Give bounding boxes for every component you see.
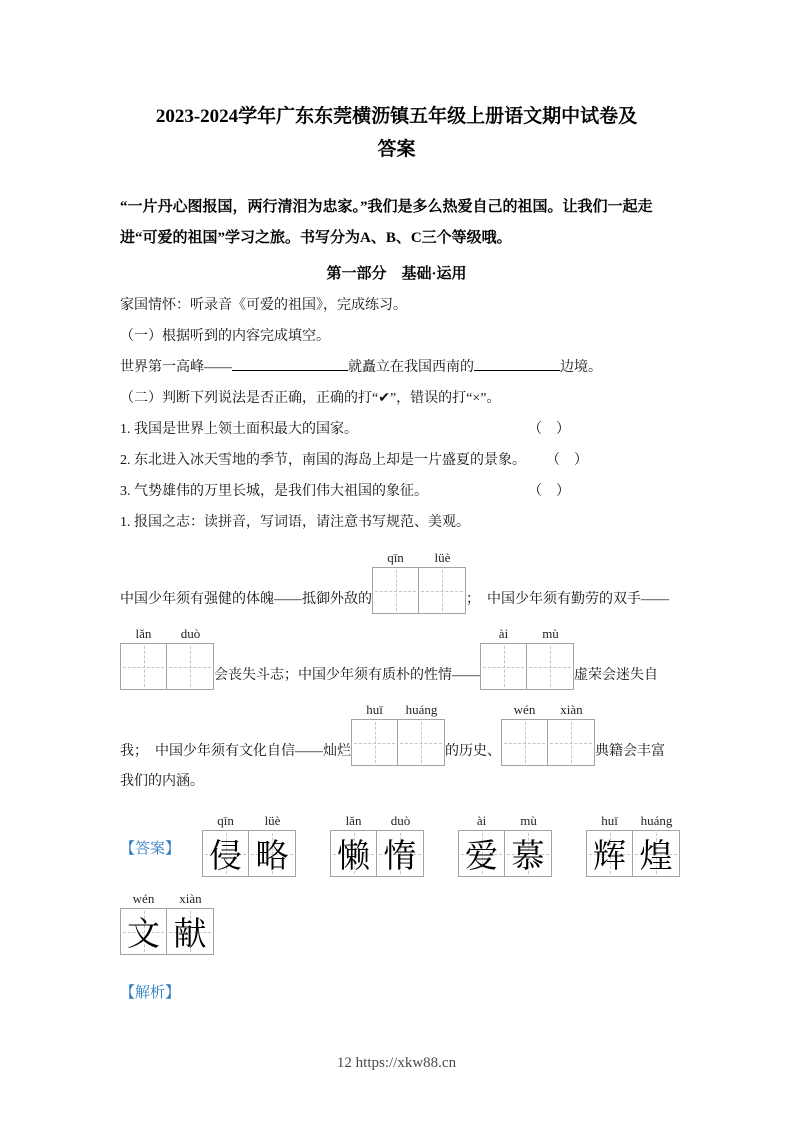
answer-character: 爱 <box>465 839 499 875</box>
pinyin-label: ài <box>498 626 509 641</box>
pinyin-label: mù <box>520 813 537 828</box>
blank-underline-1 <box>232 356 348 371</box>
writing-line-d: 我们的内涵。 <box>120 774 204 789</box>
pinyin-label: ài <box>476 813 487 828</box>
intro-paragraph: “一片丹心图报国，两行清泪为忠家。”我们是多么热爱自己的祖国。让我们一起走进“可爱的祖国”学习之旅。书写分为A、B、C三个等级哦。 <box>120 199 653 246</box>
tianzige-cell <box>330 830 377 877</box>
fill-mid-text: 就矗立在我国西南的 <box>348 360 474 375</box>
answer-character: 辉 <box>593 839 627 875</box>
tianzige-row <box>351 719 445 766</box>
document-title <box>120 100 673 166</box>
answer-parentheses-3: （ ） <box>528 484 570 499</box>
pinyin-label: xiàn <box>179 891 202 906</box>
footer-url[interactable]: https://xkw88.cn <box>355 1055 457 1071</box>
tianzige-row <box>372 567 466 614</box>
judge-text-2: 2. 东北进入冰天雪地的季节，南国的海岛上却是一片盛夏的景象。 <box>120 453 526 468</box>
tianzige-row <box>586 830 680 877</box>
tianzige-cell <box>167 643 214 690</box>
answer-row-2 <box>120 891 673 955</box>
part1-heading-line: （一）根据听到的内容完成填空。 <box>120 329 330 344</box>
fill-blank-line <box>120 352 673 383</box>
fill-pre-text: 世界第一高峰—— <box>120 360 232 375</box>
pinyin-grid-qinlue <box>372 550 466 614</box>
pinyin-row <box>351 702 445 717</box>
pinyin-row <box>202 813 296 828</box>
tianzige-cell <box>372 567 419 614</box>
tianzige-cell <box>501 719 548 766</box>
answer-character: 侵 <box>209 839 243 875</box>
tianzige-cell <box>458 830 505 877</box>
page-footer <box>0 1055 793 1072</box>
answer-character: 献 <box>173 917 207 953</box>
tianzige-row <box>501 719 595 766</box>
answer-character: 懒 <box>337 839 371 875</box>
pinyin-label: huáng <box>640 813 673 828</box>
tianzige-cell <box>377 830 424 877</box>
pinyin-label: wén <box>132 891 155 906</box>
tianzige-cell <box>586 830 633 877</box>
analysis-section-label: 【解析】 <box>120 985 181 1001</box>
tianzige-row <box>120 643 214 690</box>
judge-line-2 <box>120 445 673 476</box>
tianzige-cell <box>167 908 214 955</box>
tianzige-cell <box>120 643 167 690</box>
fill-post-text: 边境。 <box>560 360 602 375</box>
writing-text-c2: 的历史、 <box>445 744 501 759</box>
writing-text-b2: 虚荣会迷失自 <box>574 668 658 683</box>
pinyin-label: duò <box>180 626 201 641</box>
page-content <box>120 0 673 1009</box>
tianzige-cell <box>249 830 296 877</box>
tianzige-cell <box>120 908 167 955</box>
answer-character: 略 <box>255 839 289 875</box>
part2-heading-line: （二）判断下列说法是否正确，正确的打“✔”，错误的打“×”。 <box>120 391 501 406</box>
answer-character: 慕 <box>511 839 545 875</box>
answer-grid-wenxian <box>120 891 214 955</box>
pinyin-row <box>501 702 595 717</box>
pinyin-row <box>120 891 214 906</box>
answer-character: 煌 <box>639 839 673 875</box>
document-title-line-2: 答案 <box>377 139 416 160</box>
pinyin-grid-aimu <box>480 626 574 690</box>
pinyin-label: huáng <box>405 702 438 717</box>
pinyin-row <box>458 813 552 828</box>
page-number: 12 <box>336 1055 352 1071</box>
pinyin-row <box>120 626 214 641</box>
writing-text-c3: 典籍会丰富 <box>595 744 665 759</box>
answer-parentheses-2: （ ） <box>546 453 588 468</box>
writing-text-b1: 会丧失斗志；中国少年须有质朴的性情—— <box>214 668 480 683</box>
pinyin-label: mù <box>542 626 559 641</box>
pinyin-row <box>586 813 680 828</box>
tianzige-cell <box>505 830 552 877</box>
writing-line-a <box>120 550 673 614</box>
blank-underline-2 <box>474 356 560 371</box>
tianzige-cell <box>548 719 595 766</box>
pinyin-label: lǎn <box>345 813 362 828</box>
writing-intro-line: 1. 报国之志：读拼音，写词语，请注意书写规范、美观。 <box>120 515 470 530</box>
answer-character: 惰 <box>383 839 417 875</box>
answer-section-label: 【答案】 <box>120 841 181 857</box>
pinyin-label: xiàn <box>560 702 583 717</box>
tianzige-row <box>202 830 296 877</box>
analysis-row <box>120 977 673 1009</box>
pinyin-label: lǎn <box>135 626 152 641</box>
answer-character: 文 <box>127 917 160 953</box>
judge-line-3 <box>120 476 673 507</box>
tianzige-cell <box>419 567 466 614</box>
pinyin-row <box>480 626 574 641</box>
tianzige-row <box>458 830 552 877</box>
pinyin-grid-wenxian <box>501 702 595 766</box>
pinyin-label: wén <box>513 702 536 717</box>
answer-row-1 <box>120 813 673 877</box>
tianzige-cell <box>527 643 574 690</box>
tianzige-row <box>480 643 574 690</box>
judge-text-3: 3. 气势雄伟的万里长城，是我们伟大祖国的象征。 <box>120 484 428 499</box>
pinyin-row <box>372 550 466 565</box>
pinyin-label: duò <box>390 813 411 828</box>
pinyin-label: huī <box>601 813 618 828</box>
tianzige-row <box>330 830 424 877</box>
tianzige-cell <box>480 643 527 690</box>
pinyin-label: huī <box>366 702 383 717</box>
judge-text-1: 1. 我国是世界上领土面积最大的国家。 <box>120 422 358 437</box>
answer-grid-huihuang <box>586 813 680 877</box>
answer-parentheses-1: （ ） <box>528 422 570 437</box>
writing-text-c1: 我； 中国少年须有文化自信——灿烂 <box>120 744 351 759</box>
section-heading: 第一部分 基础·运用 <box>326 266 467 282</box>
pinyin-row <box>330 813 424 828</box>
pinyin-label: lüè <box>434 550 451 565</box>
document-title-line-1: 2023-2024学年广东东莞横沥镇五年级上册语文期中试卷及 <box>155 106 638 127</box>
answer-grid-landuo <box>330 813 424 877</box>
judge-line-1 <box>120 414 673 445</box>
writing-text-a2: ； 中国少年须有勤劳的双手—— <box>466 592 669 607</box>
tianzige-cell <box>398 719 445 766</box>
tianzige-cell <box>202 830 249 877</box>
listening-intro-line: 家国情怀：听录音《可爱的祖国》，完成练习。 <box>120 298 407 313</box>
answer-grid-aimu <box>458 813 552 877</box>
writing-line-c <box>120 702 673 766</box>
tianzige-row <box>120 908 214 955</box>
pinyin-grid-huihuang <box>351 702 445 766</box>
writing-text-a1: 中国少年须有强健的体魄——抵御外敌的 <box>120 592 372 607</box>
answer-grid-qinlue <box>202 813 296 877</box>
pinyin-label: qīn <box>217 813 234 828</box>
tianzige-cell <box>351 719 398 766</box>
pinyin-label: lüè <box>264 813 281 828</box>
pinyin-label: qīn <box>387 550 404 565</box>
writing-line-b <box>120 626 673 690</box>
tianzige-cell <box>633 830 680 877</box>
pinyin-grid-landuo <box>120 626 214 690</box>
